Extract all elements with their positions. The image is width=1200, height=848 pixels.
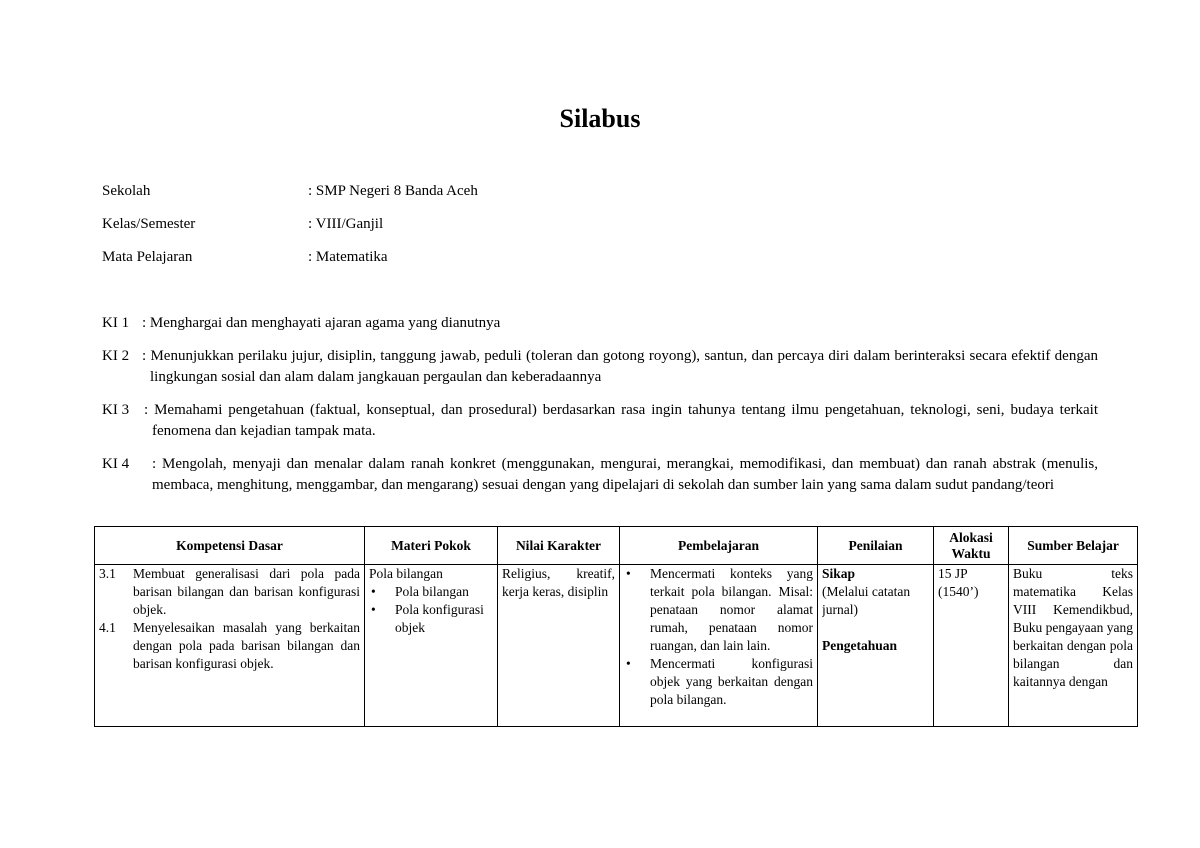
cell-penilaian bbox=[818, 565, 934, 727]
kd-item bbox=[99, 565, 360, 619]
header-nilai-karakter: Nilai Karakter bbox=[498, 527, 620, 565]
ki-3 bbox=[102, 400, 1098, 442]
ki-code: KI 1 bbox=[102, 315, 130, 331]
list-item: • Pola konfigurasi objek bbox=[371, 602, 484, 635]
ki-text: : Memahami pengetahuan (faktual, konseptual, dan prosedural) berdasarkan rasa ingin tahunya tentang ilmu pengetahuan, teknologi, seni, budaya terkait fenomena dan kejadian tampak mata. bbox=[144, 402, 1098, 439]
cell-alokasi-waktu bbox=[934, 565, 1009, 727]
penilaian-sikap-label: Sikap bbox=[822, 566, 856, 581]
header-kompetensi-dasar: Kompetensi Dasar bbox=[95, 527, 365, 565]
ki-4 bbox=[102, 454, 1098, 496]
ki-code: KI 4 bbox=[102, 456, 130, 472]
cell-sumber-belajar bbox=[1009, 565, 1138, 727]
kd-text: Menyelesaikan masalah yang berkaitan dengan pola pada barisan bilangan dan barisan konfigurasi objek. bbox=[133, 620, 360, 671]
header-sumber-belajar: Sumber Belajar bbox=[1009, 527, 1138, 565]
alokasi-jp: 15 JP bbox=[938, 566, 968, 581]
header-alokasi-waktu: Alokasi Waktu bbox=[934, 527, 1009, 565]
meta-value: : VIII/Ganjil bbox=[308, 216, 384, 232]
ki-code: KI 2 bbox=[102, 348, 130, 364]
ki-text: : Menghargai dan menghayati ajaran agama yang dianutnya bbox=[142, 315, 501, 331]
meta-label: Kelas/Semester bbox=[102, 216, 196, 232]
materi-heading: Pola bilangan bbox=[369, 566, 443, 581]
header-penilaian: Penilaian bbox=[818, 527, 934, 565]
meta-value: : SMP Negeri 8 Banda Aceh bbox=[308, 183, 478, 199]
bullet-icon: • bbox=[626, 656, 631, 671]
meta-value: : Matematika bbox=[308, 249, 388, 265]
page-title: Silabus bbox=[559, 104, 641, 133]
header-materi-pokok: Materi Pokok bbox=[365, 527, 498, 565]
materi-list bbox=[369, 583, 493, 637]
header-pembelajaran: Pembelajaran bbox=[620, 527, 818, 565]
meta-label: Mata Pelajaran bbox=[102, 249, 193, 265]
bullet-icon: • bbox=[371, 584, 376, 599]
kd-text: Membuat generalisasi dari pola pada barisan bilangan dan barisan konfigurasi objek. bbox=[133, 566, 360, 617]
syllabus-table bbox=[94, 526, 1138, 727]
kd-number: 4.1 bbox=[99, 620, 116, 635]
cell-materi-pokok bbox=[365, 565, 498, 727]
alokasi-menit: (1540’) bbox=[938, 584, 979, 599]
cell-kompetensi-dasar bbox=[95, 565, 365, 727]
sumber-text: Buku teks matematika Kelas VIII Kemendikbud, Buku pengayaan yang berkaitan dengan pola bilangan dan kaitannya dengan bbox=[1013, 566, 1133, 689]
ki-code: KI 3 bbox=[102, 402, 130, 418]
ki-1 bbox=[102, 313, 1098, 334]
nilai-text: Religius, kreatif, kerja keras, disiplin bbox=[502, 566, 615, 599]
meta-label: Sekolah bbox=[102, 183, 151, 199]
table-row bbox=[95, 565, 1138, 727]
cell-pembelajaran bbox=[620, 565, 818, 727]
ki-2 bbox=[102, 346, 1098, 388]
table-header-row bbox=[95, 527, 1138, 565]
bullet-icon: • bbox=[371, 602, 376, 617]
list-item: • Pola bilangan bbox=[371, 584, 469, 599]
penilaian-pengetahuan-label: Pengetahuan bbox=[822, 638, 898, 653]
kd-number: 3.1 bbox=[99, 566, 116, 581]
cell-nilai-karakter bbox=[498, 565, 620, 727]
bullet-icon: • bbox=[626, 566, 631, 581]
penilaian-sikap-text: (Melalui catatan jurnal) bbox=[822, 584, 911, 617]
list-item: • Mencermati konteks yang terkait pola bilangan. Misal: penataan nomor alamat rumah, penataan nomor ruangan, dan lain lain. bbox=[626, 566, 813, 653]
kd-item bbox=[99, 619, 360, 673]
ki-text: : Menunjukkan perilaku jujur, disiplin, tanggung jawab, peduli (toleran dan gotong royong), santun, dan percaya diri dalam berinteraksi secara efektif dengan lingkungan sosial dan alam dalam jangkauan pergaulan dan keberadaannya bbox=[142, 348, 1098, 385]
list-item: • Mencermati konfigurasi objek yang berkaitan dengan pola bilangan. bbox=[626, 656, 813, 707]
ki-text: : Mengolah, menyaji dan menalar dalam ranah konkret (menggunakan, mengurai, merangkai, memodifikasi, dan membuat) dan ranah abstrak (menulis, membaca, menghitung, menggambar, dan mengarang) sesuai dengan yang dipelajari di sekolah dan sumber lain yang sama dalam sudut pandang/teori bbox=[152, 456, 1098, 493]
pembelajaran-list bbox=[624, 565, 813, 709]
